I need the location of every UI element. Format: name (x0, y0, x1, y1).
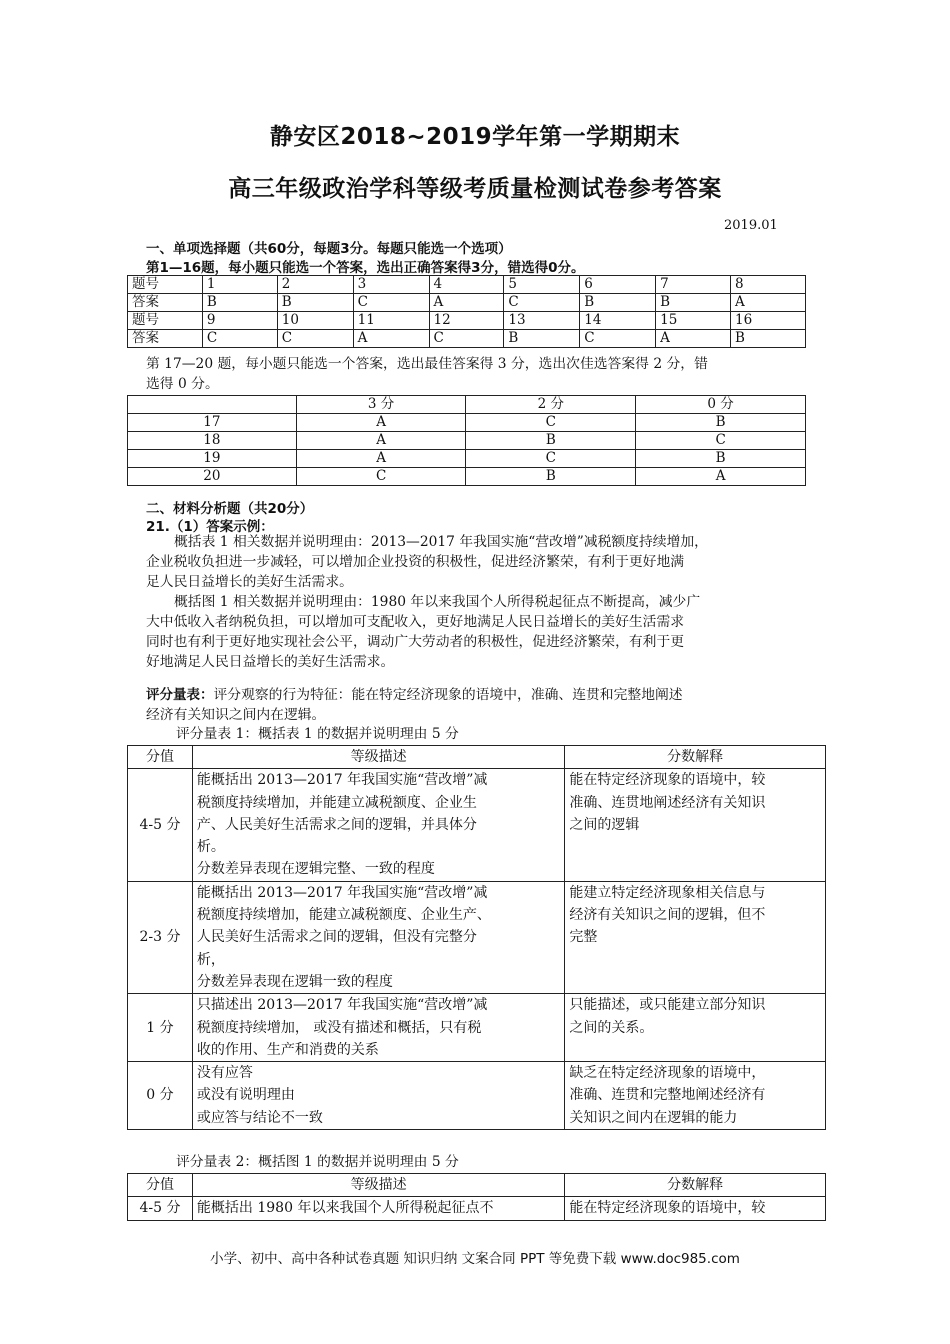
description-line: 能概括出 2013—2017 年我国实施“营改增”减 (196, 884, 488, 901)
description-line: 分数差异表现在逻辑完整、一致的程度 (196, 861, 435, 878)
answer-cell: 11 (353, 312, 429, 330)
title-line-2: 高三年级政治学科等级考质量检测试卷参考答案 (228, 176, 722, 202)
table-row (128, 414, 806, 432)
table-row (128, 994, 826, 1062)
answer-cell: B (636, 414, 806, 432)
para2-line: 好地满足人民日益增长的美好生活需求。 (146, 654, 395, 670)
header-cell: 分数解释 (565, 1174, 826, 1197)
date: 2019.01 (724, 218, 778, 233)
row-label-cell: 答案 (128, 294, 203, 312)
row-label-cell: 答案 (128, 330, 203, 348)
answer-cell: C (636, 432, 806, 450)
table-header-row (128, 1174, 826, 1197)
table-header-row (128, 746, 826, 769)
answer-cell: B (731, 330, 806, 348)
answer-cell: A (353, 330, 429, 348)
answer-cell: C (466, 450, 636, 468)
answer-cell: C (580, 330, 656, 348)
table-row (128, 432, 806, 450)
answer-cell: B (504, 330, 580, 348)
answer-cell: B (466, 432, 636, 450)
explanation-cell (565, 769, 826, 881)
description-line: 分数差异表现在逻辑一致的程度 (196, 973, 393, 990)
answer-cell: 3 (353, 276, 429, 294)
explanation-line: 关知识之间内在逻辑的能力 (569, 1109, 738, 1126)
answer-cell: 9 (202, 312, 277, 330)
answer-cell: B (636, 450, 806, 468)
description-line: 税额度持续增加， 或没有描述和概括，只有税 (196, 1019, 482, 1036)
description-line: 或没有说明理由 (196, 1087, 295, 1104)
section1-heading: 一、单项选择题（共60分，每题3分。每题只能选一个选项） (146, 241, 512, 257)
explanation-cell (565, 994, 826, 1062)
table-row (128, 330, 806, 348)
header-cell: 等级描述 (192, 1174, 564, 1197)
answer-cell: 6 (580, 276, 656, 294)
answer-cell: 5 (504, 276, 580, 294)
answer-table-1 (127, 275, 806, 348)
answer-cell: 7 (656, 276, 731, 294)
rubric-intro (146, 685, 683, 705)
answer-cell: A (636, 468, 806, 486)
rubric-text: 评分观察的行为特征：能在特定经济现象的语境中，准确、连贯和完整地阐述 (213, 687, 683, 703)
table-row (128, 1197, 826, 1220)
description-line: 收的作用、生产和消费的关系 (196, 1041, 379, 1058)
para1-line: 足人民日益增长的美好生活需求。 (146, 574, 353, 590)
table-row (128, 1062, 826, 1130)
rubric-label: 评分量表： (146, 687, 214, 703)
description-line: 税额度持续增加，并能建立减税额度、企业生 (196, 794, 477, 811)
description-cell: 能概括出 1980 年以来我国个人所得税起征点不 (192, 1197, 564, 1220)
explanation-line: 之间的关系。 (569, 1019, 654, 1036)
answer-cell: 10 (277, 312, 353, 330)
rubric-table-2-caption: 评分量表 2：概括图 1 的数据并说明理由 5 分 (176, 1154, 459, 1170)
answer-cell: 8 (731, 276, 806, 294)
answer-cell: A (296, 450, 466, 468)
row-label-cell: 题号 (128, 276, 203, 294)
answer-cell: 1 (202, 276, 277, 294)
answer-cell: B (466, 468, 636, 486)
description-line: 只描述出 2013—2017 年我国实施“营改增”减 (196, 997, 488, 1014)
explanation-line: 准确、连贯地阐述经济有关知识 (569, 794, 766, 811)
para2-line: 大中低收入者纳税负担，可以增加可支配收入，更好地满足人民日益增长的美好生活需求 (146, 614, 685, 630)
header-cell: 0 分 (636, 396, 806, 414)
para2-line: 同时也有利于更好地实现社会公平，调动广大劳动者的积极性，促进经济繁荣，有利于更 (146, 634, 685, 650)
description-line: 税额度持续增加，能建立减税额度、企业生产、 (196, 907, 491, 924)
para1-line: 企业税收负担进一步减轻，可以增加企业投资的积极性，促进经济繁荣，有利于更好地满 (146, 554, 685, 570)
description-cell (192, 994, 564, 1062)
section1-note2-line2: 选得 0 分。 (146, 376, 219, 392)
answer-cell: A (429, 294, 504, 312)
answer-cell: C (202, 330, 277, 348)
row-label-cell: 题号 (128, 312, 203, 330)
explanation-line: 缺乏在特定经济现象的语境中， (569, 1065, 766, 1082)
rubric-text-2: 经济有关知识之间内在逻辑。 (146, 707, 326, 723)
header-cell: 分值 (128, 746, 193, 769)
answer-cell: C (296, 468, 466, 486)
answer-cell: 2 (277, 276, 353, 294)
section2-heading: 二、材料分析题（共20分） (146, 501, 314, 517)
answer-cell: B (580, 294, 656, 312)
answer-cell: B (656, 294, 731, 312)
answer-cell: A (296, 432, 466, 450)
description-line: 没有应答 (196, 1065, 253, 1082)
header-cell: 等级描述 (192, 746, 564, 769)
section1-note2-line1: 第 17—20 题，每小题只能选一个答案，选出最佳答案得 3 分，选出次佳选答案得 2 分，错 (146, 356, 708, 372)
rubric-table-1 (127, 745, 826, 1130)
score-cell: 4-5 分 (128, 769, 193, 881)
rubric-table-1-caption: 评分量表 1：概括表 1 的数据并说明理由 5 分 (176, 726, 459, 742)
question-21-label: 21.（1）答案示例： (146, 519, 274, 535)
header-cell: 分数解释 (565, 746, 826, 769)
description-line: 析。 (196, 839, 225, 856)
description-line: 人民美好生活需求之间的逻辑，但没有完整分 (196, 929, 477, 946)
answer-table-2 (127, 395, 806, 486)
explanation-cell (565, 1062, 826, 1130)
answer-cell: C (466, 414, 636, 432)
answer-cell: 13 (504, 312, 580, 330)
answer-cell: A (656, 330, 731, 348)
explanation-line: 准确、连贯和完整地阐述经济有 (569, 1087, 766, 1104)
table-row (128, 294, 806, 312)
header-cell: 分值 (128, 1174, 193, 1197)
header-cell: 3 分 (296, 396, 466, 414)
table-header-row (128, 396, 806, 414)
section1-note1: 第1—16题，每小题只能选一个答案，选出正确答案得3分，错选得0分。 (146, 260, 585, 276)
answer-cell: C (353, 294, 429, 312)
question-number-cell: 20 (128, 468, 297, 486)
answer-cell: B (202, 294, 277, 312)
question-number-cell: 19 (128, 450, 297, 468)
explanation-line: 能在特定经济现象的语境中，较 (569, 772, 766, 789)
answer-cell: 12 (429, 312, 504, 330)
explanation-line: 之间的逻辑 (569, 816, 640, 833)
page-footer: 小学、初中、高中各种试卷真题 知识归纳 文案合同 PPT 等免费下载 www.doc985.com (210, 1251, 740, 1267)
answer-cell: 16 (731, 312, 806, 330)
description-cell (192, 769, 564, 881)
explanation-cell (565, 881, 826, 993)
score-cell: 2-3 分 (128, 881, 193, 993)
answer-cell: 4 (429, 276, 504, 294)
score-cell: 0 分 (128, 1062, 193, 1130)
answer-cell: A (296, 414, 466, 432)
table-row (128, 276, 806, 294)
explanation-line: 经济有关知识之间的逻辑，但不 (569, 907, 766, 924)
description-line: 析， (196, 951, 225, 968)
answer-cell: B (277, 294, 353, 312)
answer-paragraph-1 (146, 532, 826, 592)
table-row (128, 450, 806, 468)
answer-cell: 14 (580, 312, 656, 330)
description-line: 产、人民美好生活需求之间的逻辑，并具体分 (196, 816, 477, 833)
header-cell: 2 分 (466, 396, 636, 414)
description-cell (192, 881, 564, 993)
answer-paragraph-2 (146, 592, 826, 672)
score-cell: 1 分 (128, 994, 193, 1062)
table-row (128, 312, 806, 330)
answer-cell: A (731, 294, 806, 312)
header-cell (128, 396, 297, 414)
answer-cell: C (277, 330, 353, 348)
explanation-line: 能建立特定经济现象相关信息与 (569, 884, 766, 901)
question-number-cell: 18 (128, 432, 297, 450)
question-number-cell: 17 (128, 414, 297, 432)
table-row (128, 769, 826, 881)
table-row (128, 881, 826, 993)
explanation-line: 完整 (569, 929, 598, 946)
table-row (128, 468, 806, 486)
para2-line: 概括图 1 相关数据并说明理由：1980 年以来我国个人所得税起征点不断提高，减少广 (174, 594, 701, 610)
description-cell (192, 1062, 564, 1130)
para1-line: 概括表 1 相关数据并说明理由：2013—2017 年我国实施“营改增”减税额度持续增加， (174, 534, 708, 550)
score-cell: 4-5 分 (128, 1197, 193, 1220)
rubric-table-2 (127, 1173, 826, 1221)
answer-cell: 15 (656, 312, 731, 330)
explanation-line: 只能描述，或只能建立部分知识 (569, 997, 766, 1014)
explanation-cell: 能在特定经济现象的语境中，较 (565, 1197, 826, 1220)
title-line-1: 静安区2018~2019学年第一学期期末 (269, 124, 681, 150)
answer-cell: C (504, 294, 580, 312)
description-line: 能概括出 2013—2017 年我国实施“营改增”减 (196, 772, 488, 789)
description-line: 或应答与结论不一致 (196, 1109, 323, 1126)
answer-cell: C (429, 330, 504, 348)
